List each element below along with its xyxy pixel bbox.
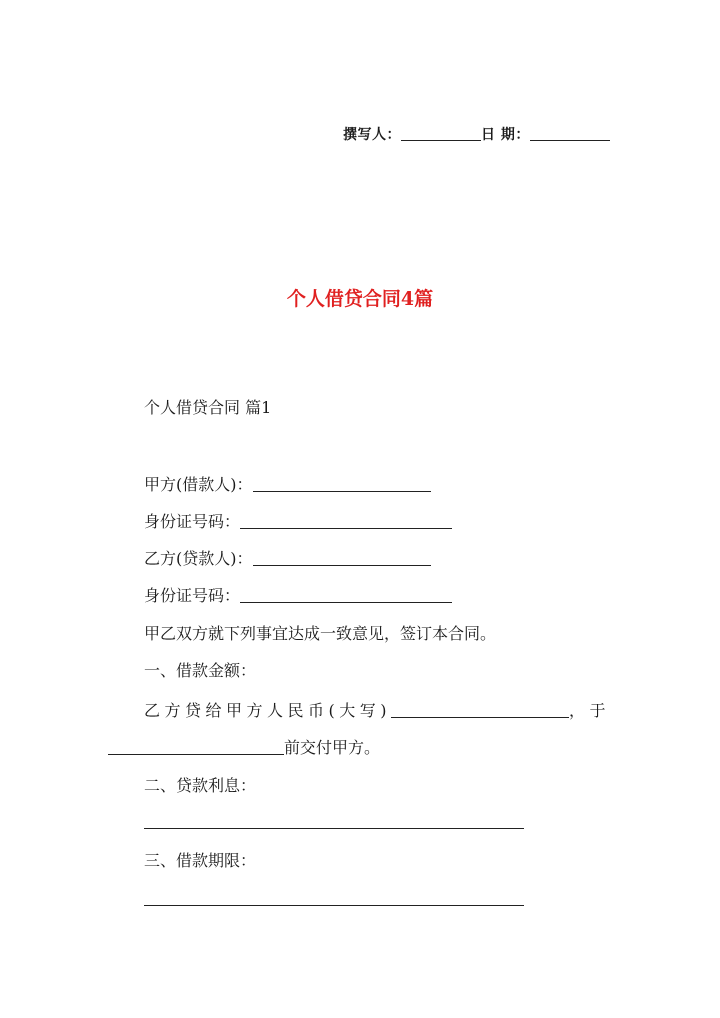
clause3-blank-line: [144, 905, 524, 906]
author-label: 撰写人：: [343, 127, 401, 143]
agreement-sentence: 甲乙双方就下列事宜达成一致意见，签订本合同。: [144, 624, 497, 643]
party-b-blank: [253, 549, 431, 566]
clause1-amount-blank: [391, 701, 569, 718]
party-b-label: 乙方(贷款人)：: [144, 549, 253, 568]
id-b-blank: [240, 586, 452, 603]
author-blank: [401, 126, 481, 141]
clause1-continuation: [108, 737, 380, 759]
clause1-date-blank: [108, 738, 284, 755]
clause1-text-before: 乙方贷给甲方人民币(大写): [144, 701, 391, 720]
clause1-continuation-text: 前交付甲方。: [284, 738, 381, 757]
clause2-blank-line: [144, 828, 524, 829]
clause2-heading: 二、贷款利息：: [144, 776, 257, 795]
id-a-field: [144, 511, 452, 533]
date-label: 日 期：: [481, 127, 530, 143]
id-a-label: 身份证号码：: [144, 512, 241, 531]
party-a-label: 甲方(借款人)：: [144, 475, 253, 494]
date-blank: [530, 126, 610, 141]
id-b-label: 身份证号码：: [144, 586, 241, 605]
party-b-field: [144, 548, 431, 570]
party-a-blank: [253, 475, 431, 492]
id-b-field: [144, 585, 452, 607]
document-title: 个人借贷合同4篇: [286, 288, 434, 310]
author-date-line: [343, 124, 610, 144]
id-a-blank: [240, 512, 452, 529]
clause1-heading: 一、借款金额：: [144, 661, 257, 680]
clause1-text: [144, 700, 610, 722]
party-a-field: [144, 474, 431, 496]
clause1-text-after: ，于: [569, 701, 611, 720]
section-heading: 个人借贷合同 篇1: [144, 398, 272, 417]
clause3-heading: 三、借款期限：: [144, 851, 257, 870]
